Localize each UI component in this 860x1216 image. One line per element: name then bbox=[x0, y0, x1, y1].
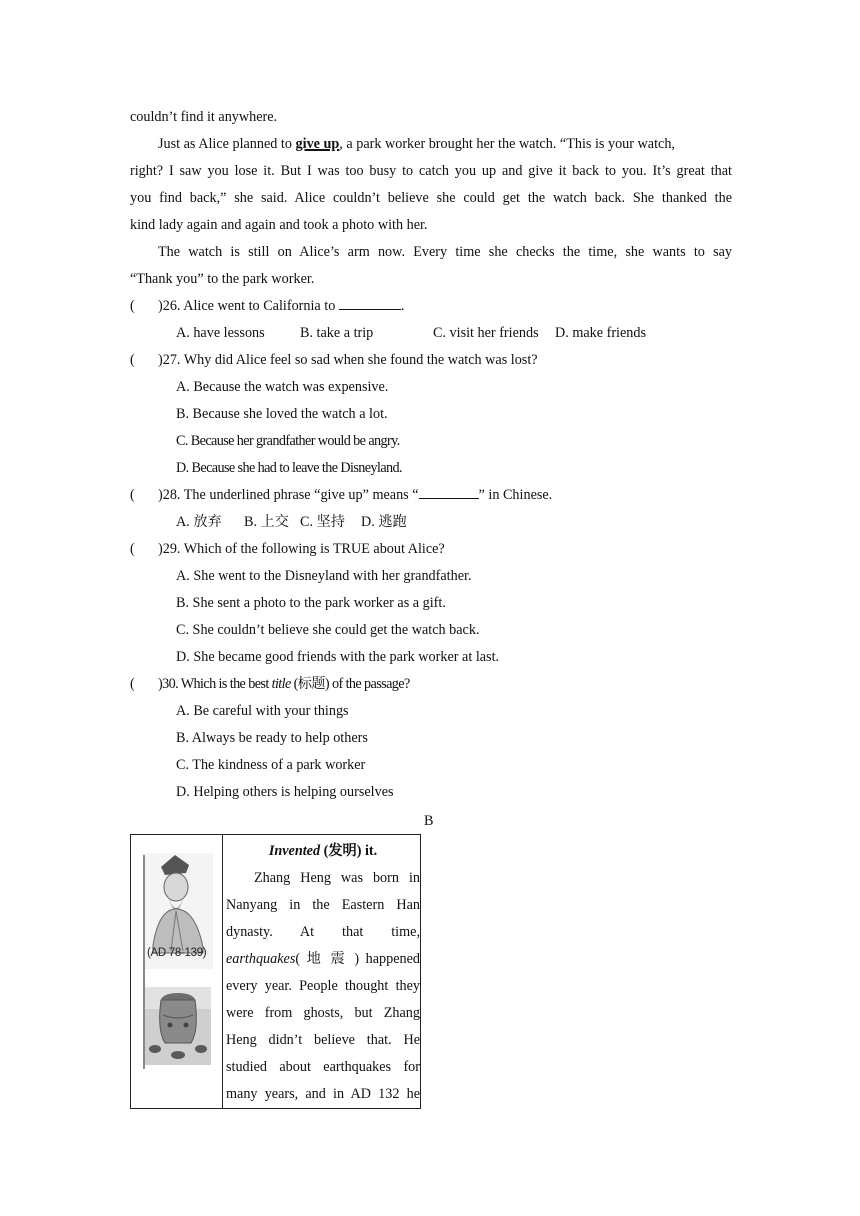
option-c: C. visit her friends bbox=[433, 325, 539, 341]
option-a: A. Because the watch was expensive. bbox=[176, 379, 389, 395]
zhang-heng-portrait-and-seismograph-image bbox=[131, 835, 222, 1110]
title-italic: Invented bbox=[268, 843, 321, 859]
table-divider bbox=[222, 835, 223, 1108]
table-text-line bbox=[226, 946, 420, 973]
image-column bbox=[131, 835, 222, 1108]
passage-line: couldn’t find it anywhere. bbox=[130, 109, 278, 125]
option-a: A. She went to the Disneyland with her grandfather. bbox=[176, 568, 472, 584]
passage-text: Just as Alice planned to bbox=[158, 136, 296, 152]
option-a: A. have lessons bbox=[176, 325, 265, 341]
passage-paragraph-2-line-2: right? I saw you lose it. But I was too busy to catch you up and give it back to you. It’s great that bbox=[130, 163, 732, 179]
question-28 bbox=[130, 482, 732, 509]
passage-paragraph-2-line-1 bbox=[158, 131, 732, 158]
question-stem: )28. The underlined phrase “give up” means “ bbox=[158, 487, 419, 503]
question-stem: )30. Which is the best bbox=[158, 676, 272, 692]
table-text-line: Zhang Heng was born in bbox=[254, 870, 420, 886]
question-stem: (标题) of the passage? bbox=[290, 676, 410, 692]
option-d: D. make friends bbox=[555, 325, 647, 341]
table-text-column bbox=[226, 838, 420, 1108]
option-c: C. Because her grandfather would be angry. bbox=[176, 433, 400, 449]
passage-paragraph-2-line-3: you find back,” she said. Alice couldn’t believe she could get the watch back. She thanked the bbox=[130, 190, 732, 206]
option-a: A. Be careful with your things bbox=[176, 703, 349, 719]
option-c: C. 坚持 bbox=[300, 514, 345, 530]
table-text: ( 地 震 ) happened bbox=[295, 951, 420, 967]
answer-paren[interactable]: ( bbox=[130, 298, 135, 314]
option-b: B. Always be ready to help others bbox=[176, 730, 368, 746]
option-c: C. The kindness of a park worker bbox=[176, 757, 366, 773]
question-stem: )29. Which of the following is TRUE about Alice? bbox=[158, 541, 445, 557]
answer-paren[interactable]: ( bbox=[130, 541, 135, 557]
option-b: B. take a trip bbox=[300, 325, 374, 341]
question-stem: . bbox=[400, 298, 405, 314]
option-b: B. 上交 bbox=[244, 514, 289, 530]
section-b-table bbox=[130, 834, 421, 1109]
option-a: A. 放弃 bbox=[176, 514, 222, 530]
option-d: D. Helping others is helping ourselves bbox=[176, 784, 394, 800]
table-text-line: dynasty. At that time, bbox=[226, 924, 420, 940]
title-rest: (发明) it. bbox=[320, 843, 378, 859]
question-27 bbox=[130, 347, 732, 374]
option-d: D. Because she had to leave the Disneyland. bbox=[176, 460, 402, 476]
table-text-line: studied about earthquakes for bbox=[226, 1059, 420, 1075]
section-b-heading: B bbox=[424, 813, 434, 829]
question-stem: )26. Alice went to California to bbox=[158, 298, 339, 314]
table-text-line: Heng didn’t believe that. He bbox=[226, 1032, 420, 1048]
table-text-line: were from ghosts, but Zhang bbox=[226, 1005, 420, 1021]
portrait-caption: (AD 78-139) bbox=[147, 947, 207, 959]
answer-paren[interactable]: ( bbox=[130, 352, 135, 368]
table-text-line: Nanyang in the Eastern Han bbox=[226, 897, 420, 913]
question-26 bbox=[130, 293, 732, 320]
answer-paren[interactable]: ( bbox=[130, 487, 135, 503]
answer-paren[interactable]: ( bbox=[130, 676, 135, 692]
italic-word: earthquakes bbox=[226, 951, 296, 967]
passage-text: , a park worker brought her the watch. “This is your watch, bbox=[339, 136, 675, 152]
question-stem: )27. Why did Alice feel so sad when she found the watch was lost? bbox=[158, 352, 538, 368]
option-b: B. She sent a photo to the park worker as a gift. bbox=[176, 595, 446, 611]
question-29 bbox=[130, 536, 732, 563]
question-30 bbox=[130, 671, 732, 698]
underlined-phrase: give up bbox=[295, 136, 340, 152]
passage-paragraph-3-line-2: “Thank you” to the park worker. bbox=[130, 271, 315, 287]
option-b: B. Because she loved the watch a lot. bbox=[176, 406, 388, 422]
question-stem: ” in Chinese. bbox=[478, 487, 553, 503]
passage-paragraph-3-line-1: The watch is still on Alice’s arm now. Every time she checks the time, she wants to say bbox=[158, 244, 732, 260]
option-d: D. 逃跑 bbox=[361, 514, 407, 530]
table-title bbox=[226, 838, 420, 865]
table-text-line: many years, and in AD 132 he bbox=[226, 1086, 420, 1102]
option-d: D. She became good friends with the park worker at last. bbox=[176, 649, 500, 665]
option-c: C. She couldn’t believe she could get the watch back. bbox=[176, 622, 480, 638]
question-stem-italic: title bbox=[271, 676, 291, 692]
answer-blank bbox=[419, 483, 479, 499]
answer-blank bbox=[339, 294, 401, 310]
passage-paragraph-2-line-4: kind lady again and again and took a photo with her. bbox=[130, 217, 428, 233]
table-text-line: every year. People thought they bbox=[226, 978, 420, 994]
